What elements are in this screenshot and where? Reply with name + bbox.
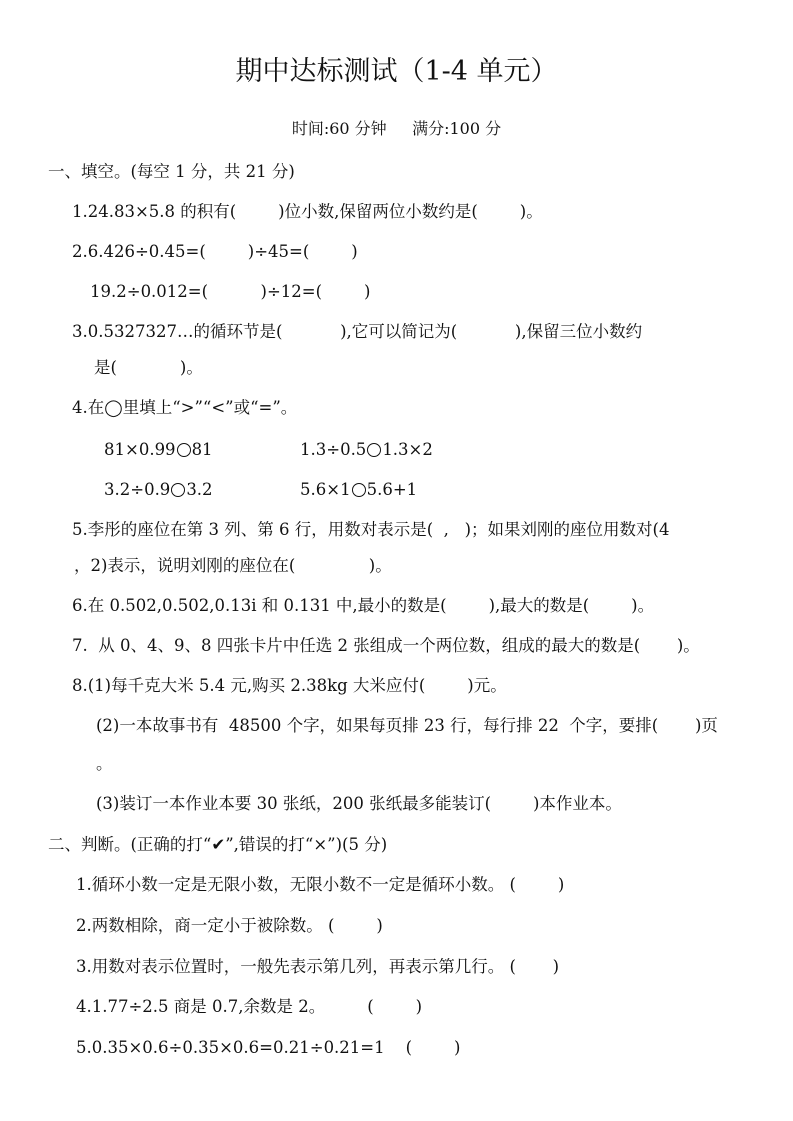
compare-left: 81×0.99: [104, 440, 176, 459]
question-1: 1.24.83×5.8 的积有( )位小数,保留两位小数约是( )。: [72, 202, 543, 221]
compare-circle-icon: [367, 443, 381, 457]
question-7: 7. 从 0、4、9、8 四张卡片中任选 2 张组成一个两位数，组成的最大的数是( )。: [72, 636, 700, 655]
question-3b: 是( )。: [94, 358, 203, 377]
question-2b: 19.2÷0.012=( )÷12=( ): [90, 282, 371, 301]
question-8-2b: 。: [96, 754, 113, 773]
question-8-1: 8.(1)每千克大米 5.4 元,购买 2.38kg 大米应付( )元。: [72, 676, 507, 695]
question-6: 6.在 0.502,0.502,0.13i 和 0.131 中,最小的数是( ),最大的数是( )。: [72, 596, 655, 615]
compare-item-3: [104, 480, 213, 500]
compare-right: 81: [191, 440, 213, 459]
question-3a: 3.0.5327327…的循环节是( ),它可以简记为( ),保留三位小数约: [72, 322, 643, 341]
compare-right: 5.6+1: [366, 480, 418, 499]
question-5a: 5.李彤的座位在第 3 列、第 6 行，用数对表示是( , )；如果刘刚的座位用数对(4: [72, 520, 670, 539]
judge-item-4: 4.1.77÷2.5 商是 0.7,余数是 2。 ( ): [76, 997, 423, 1016]
compare-left: 3.2÷0.9: [104, 480, 171, 499]
judge-item-1: 1.循环小数一定是无限小数，无限小数不一定是循环小数。 ( ): [76, 875, 565, 894]
question-4: 4.在◯里填上“>”“<”或“=”。: [72, 398, 298, 417]
exam-time-score: 时间:60 分钟 满分:100 分: [291, 119, 502, 138]
compare-item-1: [104, 440, 213, 460]
question-2a: 2.6.426÷0.45=( )÷45=( ): [72, 242, 358, 261]
question-8-3: (3)装订一本作业本要 30 张纸，200 张纸最多能装订( )本作业本。: [96, 794, 622, 813]
compare-left: 1.3÷0.5: [300, 440, 367, 459]
section1-heading: 一、填空。(每空 1 分，共 21 分): [48, 162, 295, 181]
compare-circle-icon: [352, 483, 366, 497]
section2-heading: 二、判断。(正确的打“✔”,错误的打“×”)(5 分): [48, 835, 388, 854]
compare-circle-icon: [177, 443, 191, 457]
page-title: 期中达标测试（1-4 单元）: [235, 56, 558, 87]
compare-right: 3.2: [186, 480, 213, 499]
question-5b: ，2)表示，说明刘刚的座位在( )。: [74, 556, 392, 575]
compare-item-2: [300, 440, 433, 460]
judge-item-2: 2.两数相除，商一定小于被除数。 ( ): [76, 916, 383, 935]
compare-item-4: [300, 480, 417, 500]
question-8-2a: (2)一本故事书有 48500 个字，如果每页排 23 行，每行排 22 个字，要排( )页: [96, 716, 718, 735]
compare-right: 1.3×2: [382, 440, 433, 459]
compare-circle-icon: [171, 483, 185, 497]
compare-left: 5.6×1: [300, 480, 351, 499]
judge-item-3: 3.用数对表示位置时，一般先表示第几列，再表示第几行。 ( ): [76, 957, 560, 976]
judge-item-5: 5.0.35×0.6÷0.35×0.6=0.21÷0.21=1 ( ): [76, 1038, 461, 1057]
